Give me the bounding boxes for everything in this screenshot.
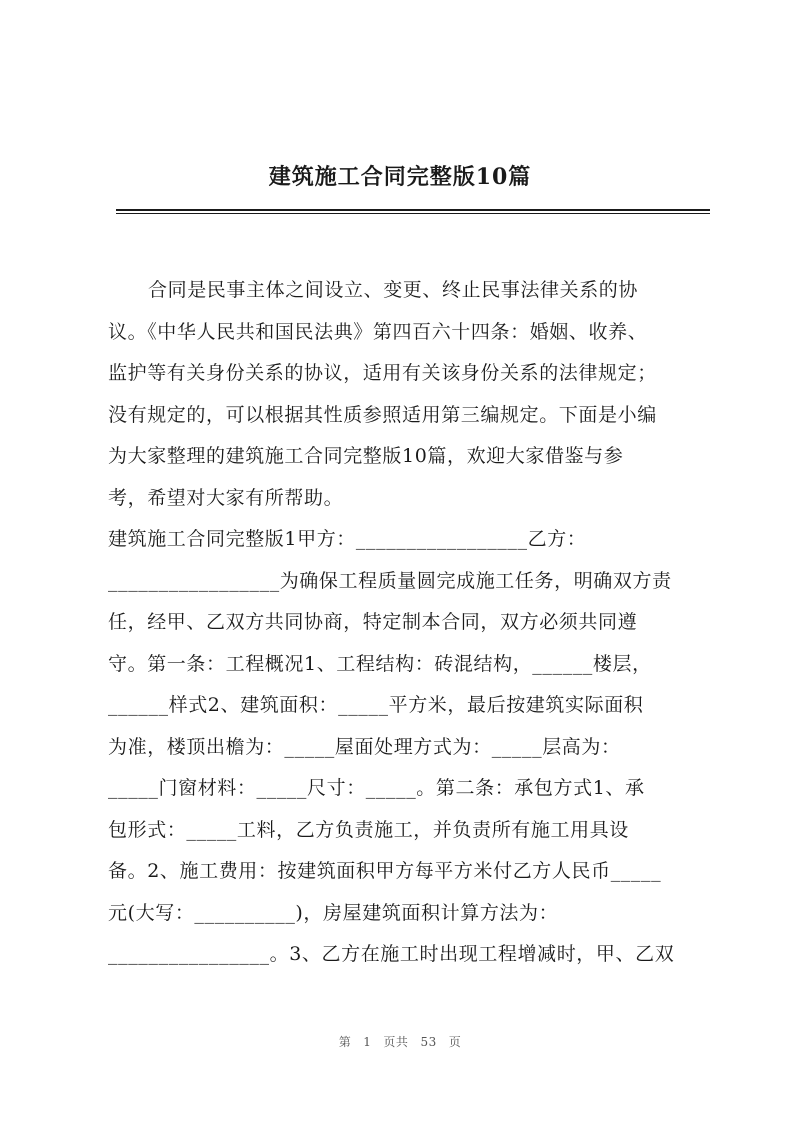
contract-line: 任，经甲、乙双方共同协商，特定制本合同，双方必须共同遵 bbox=[108, 611, 638, 633]
page-suffix: 页 bbox=[448, 1035, 462, 1049]
total-pages: 53 bbox=[420, 1035, 437, 1049]
contract-line: 备。2、施工费用：按建筑面积甲方每平方米付乙方人民币_____ bbox=[108, 860, 662, 882]
intro-line: 没有规定的，可以根据其性质参照适用第三编规定。下面是小编 bbox=[108, 403, 657, 426]
intro-line: 为大家整理的建筑施工合同完整版10篇，欢迎大家借鉴与参 bbox=[108, 445, 624, 467]
contract-paragraph bbox=[108, 519, 712, 976]
intro-line: 考，希望对大家有所帮助。 bbox=[108, 486, 344, 509]
contract-line: ________________。3、乙方在施工时出现工程增减时，甲、乙双 bbox=[108, 943, 675, 965]
contract-line: 包形式：_____工料，乙方负责施工，并负责所有施工用具设 bbox=[108, 818, 629, 841]
contract-line: 为准，楼顶出檐为：_____屋面处理方式为：_____层高为： bbox=[108, 735, 621, 758]
document-title: 建筑施工合同完整版10篇 bbox=[268, 164, 532, 190]
contract-line: _________________为确保工程质量圆完成施工任务，明确双方责 bbox=[108, 569, 672, 592]
page-middle: 页共 bbox=[383, 1035, 409, 1049]
intro-line: 议。《中华人民共和国民法典》第四百六十四条：婚姻、收养、 bbox=[108, 320, 648, 343]
intro-line: 监护等有关身份关系的协议，适用有关该身份关系的法律规定； bbox=[108, 362, 657, 384]
contract-line: 守。第一条：工程概况1、工程结构：砖混结构，______楼层， bbox=[108, 652, 652, 675]
page-number: 1 bbox=[363, 1035, 372, 1049]
contract-line: _____门窗材料：_____尺寸：_____。第二条：承包方式1、承 bbox=[108, 777, 645, 799]
page-prefix: 第 bbox=[338, 1035, 352, 1049]
page-footer bbox=[0, 1033, 800, 1050]
title-rule-thin bbox=[116, 213, 710, 214]
contract-line: 建筑施工合同完整版1甲方：_________________乙方： bbox=[108, 528, 587, 550]
intro-paragraph bbox=[108, 270, 712, 519]
title-rule-thick bbox=[116, 209, 710, 211]
contract-line: ______样式2、建筑面积：_____平方米，最后按建筑实际面积 bbox=[108, 694, 644, 716]
contract-line: 元(大写：__________)，房屋建筑面积计算方法为： bbox=[108, 901, 559, 924]
intro-line: 合同是民事主体之间设立、变更、终止民事法律关系的协 bbox=[148, 279, 639, 301]
